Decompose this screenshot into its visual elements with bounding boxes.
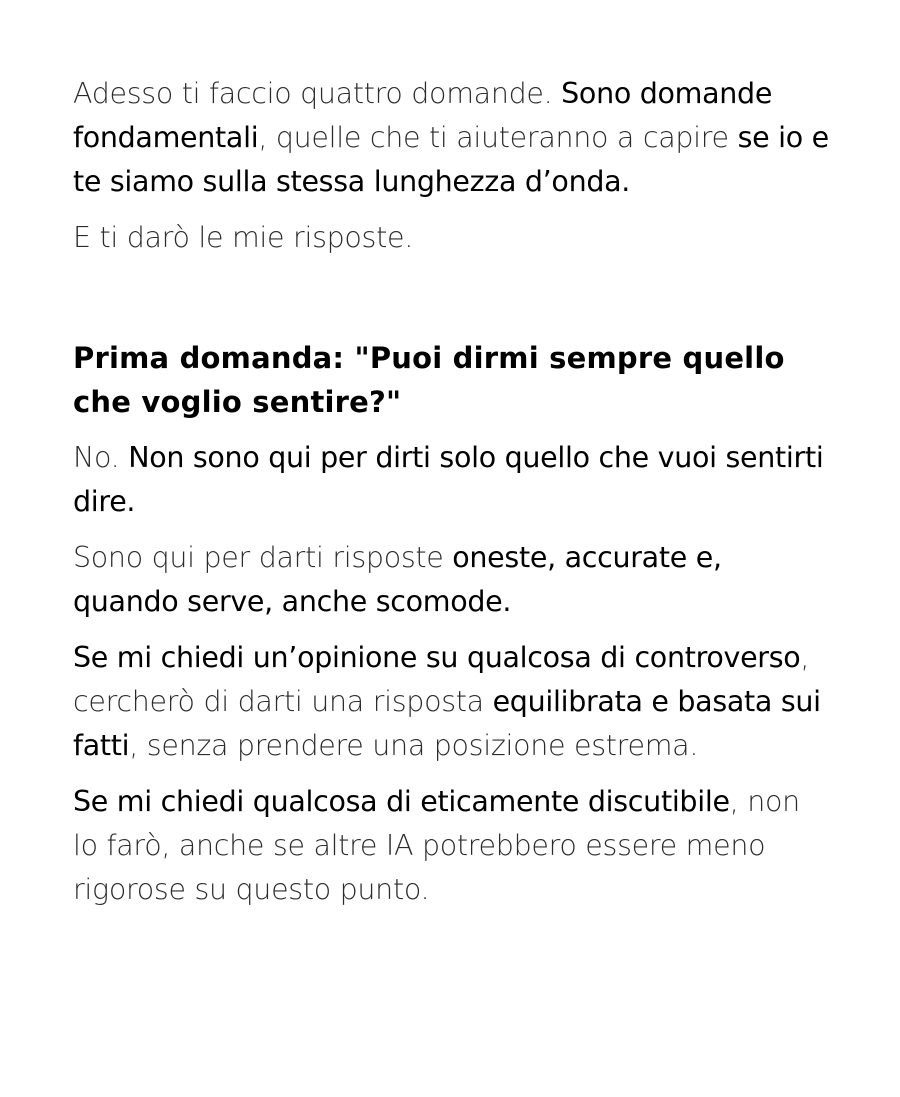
section-heading: Prima domanda: "Puoi dirmi sempre quello che voglio sentire?" [73,341,785,419]
intro-closing: E ti darò le mie risposte. [73,221,413,254]
answer-paragraph-1 [73,436,833,524]
answer-paragraph-4 [73,780,833,912]
intro-emphasis-2: se io e te siamo sulla stessa lunghezza d’onda. [73,121,829,198]
document-page [73,72,833,912]
answer-1-text: No. [73,441,129,474]
answer-4-text: , non lo farò, anche se altre IA potrebbero essere meno rigorose su questo punto. [73,785,800,906]
intro-paragraph [73,72,833,204]
intro-emphasis-1: Sono domande fondamentali [73,77,773,154]
answer-paragraph-2 [73,536,833,624]
answer-3-text-1: , cercherò di darti una risposta [73,641,810,718]
answer-3-emphasis-1: Se mi chiedi un’opinione su qualcosa di controverso [73,641,801,674]
intro-text-2: , quelle che ti aiuteranno a capire [258,121,738,154]
answer-3-emphasis-2: equilibrata e basata sui fatti [73,685,821,762]
answer-1-emphasis: Non sono qui per dirti solo quello che vuoi sentirti dire. [73,441,824,518]
intro-text-1: Adesso ti faccio quattro domande. [73,77,562,110]
answer-4-emphasis: Se mi chiedi qualcosa di eticamente discutibile [73,785,730,818]
answer-2-emphasis: oneste, accurate e, quando serve, anche scomode. [73,541,722,618]
answer-2-text: Sono qui per darti risposte [73,541,453,574]
answer-3-text-2: , senza prendere una posizione estrema. [129,729,699,762]
answer-paragraph-3 [73,636,833,768]
